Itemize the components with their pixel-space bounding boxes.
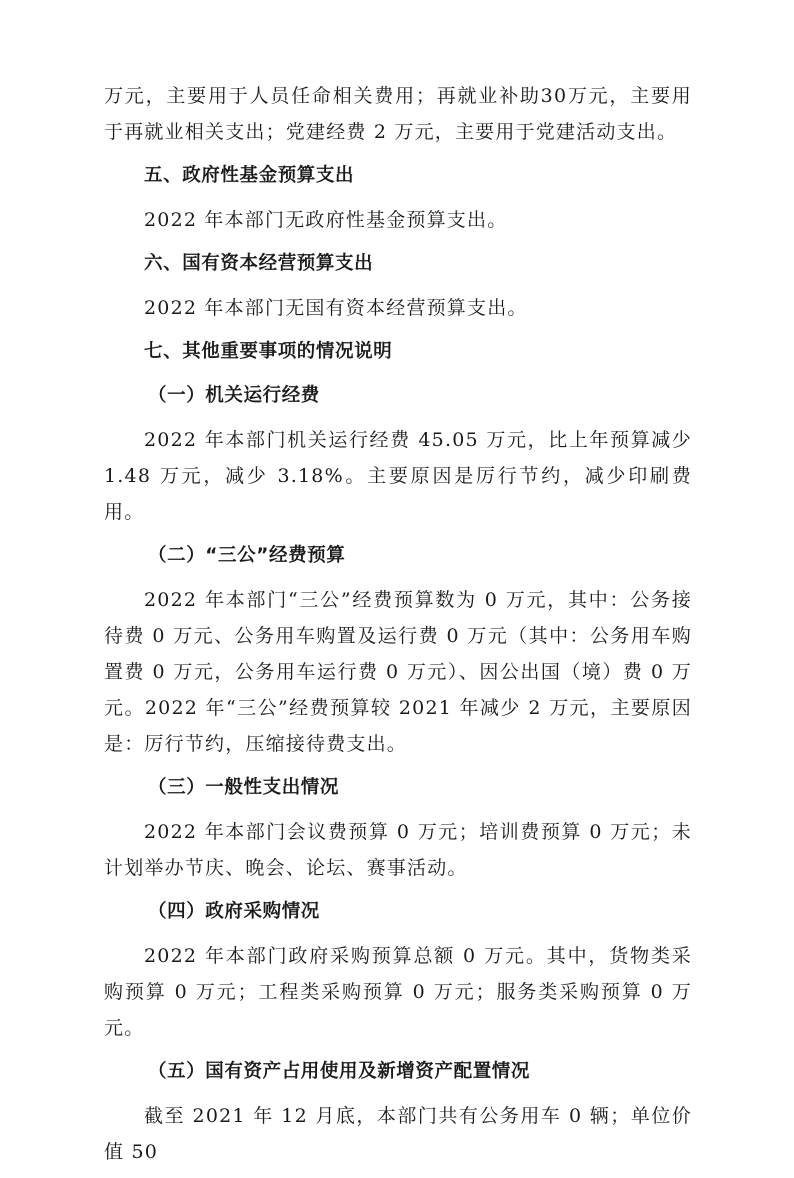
heading-office-operation-funds: （一）机关运行经费 [148, 385, 320, 406]
heading-government-procurement: （四）政府采购情况 [148, 901, 320, 922]
paragraph-general-expenditure: 2022 年本部门会议费预算 0 万元；培训费预算 0 万元；未计划举办节庆、晚会、论坛、赛事活动。 [104, 821, 692, 879]
heading-general-expenditure: （三）一般性支出情况 [148, 777, 340, 798]
heading-state-assets: （五）国有资产占用使用及新增资产配置情况 [148, 1061, 531, 1082]
paragraph-state-assets: 截至 2021 年 12 月底，本部门共有公务用车 0 辆；单位价值 50 [104, 1105, 692, 1163]
heading-state-capital-budget: 六、国有资本经营预算支出 [144, 253, 374, 274]
heading-other-important-matters: 七、其他重要事项的情况说明 [144, 341, 393, 362]
document-page [104, 78, 692, 1178]
paragraph-office-operation-funds: 2022 年本部门机关运行经费 45.05 万元，比上年预算减少 1.48 万元，减少 3.18%。主要原因是厉行节约，减少印刷费用。 [104, 429, 692, 523]
paragraph-government-procurement: 2022 年本部门政府采购预算总额 0 万元。其中，货物类采购预算 0 万元；工程类采购预算 0 万元；服务类采购预算 0 万元。 [104, 945, 692, 1039]
heading-three-public-funds: （二）“三公”经费预算 [148, 545, 346, 566]
heading-government-fund-budget: 五、政府性基金预算支出 [144, 165, 355, 186]
paragraph-three-public-funds: 2022 年本部门“三公”经费预算数为 0 万元，其中：公务接待费 0 万元、公务用车购置及运行费 0 万元（其中：公务用车购置费 0 万元，公务用车运行费 0 万元）、因公出国（境）费 0 万元。2022 年“三公”经费预算较 2021 年减少 2 万元，主要原因是：厉行节约，压缩接待费支出。 [104, 589, 692, 755]
paragraph-continued-expenses: 万元，主要用于人员任命相关费用；再就业补助30万元，主要用于再就业相关支出；党建经费 2 万元，主要用于党建活动支出。 [104, 85, 692, 143]
paragraph-state-capital-budget: 2022 年本部门无国有资本经营预算支出。 [144, 297, 528, 319]
paragraph-government-fund-budget: 2022 年本部门无政府性基金预算支出。 [144, 209, 508, 231]
